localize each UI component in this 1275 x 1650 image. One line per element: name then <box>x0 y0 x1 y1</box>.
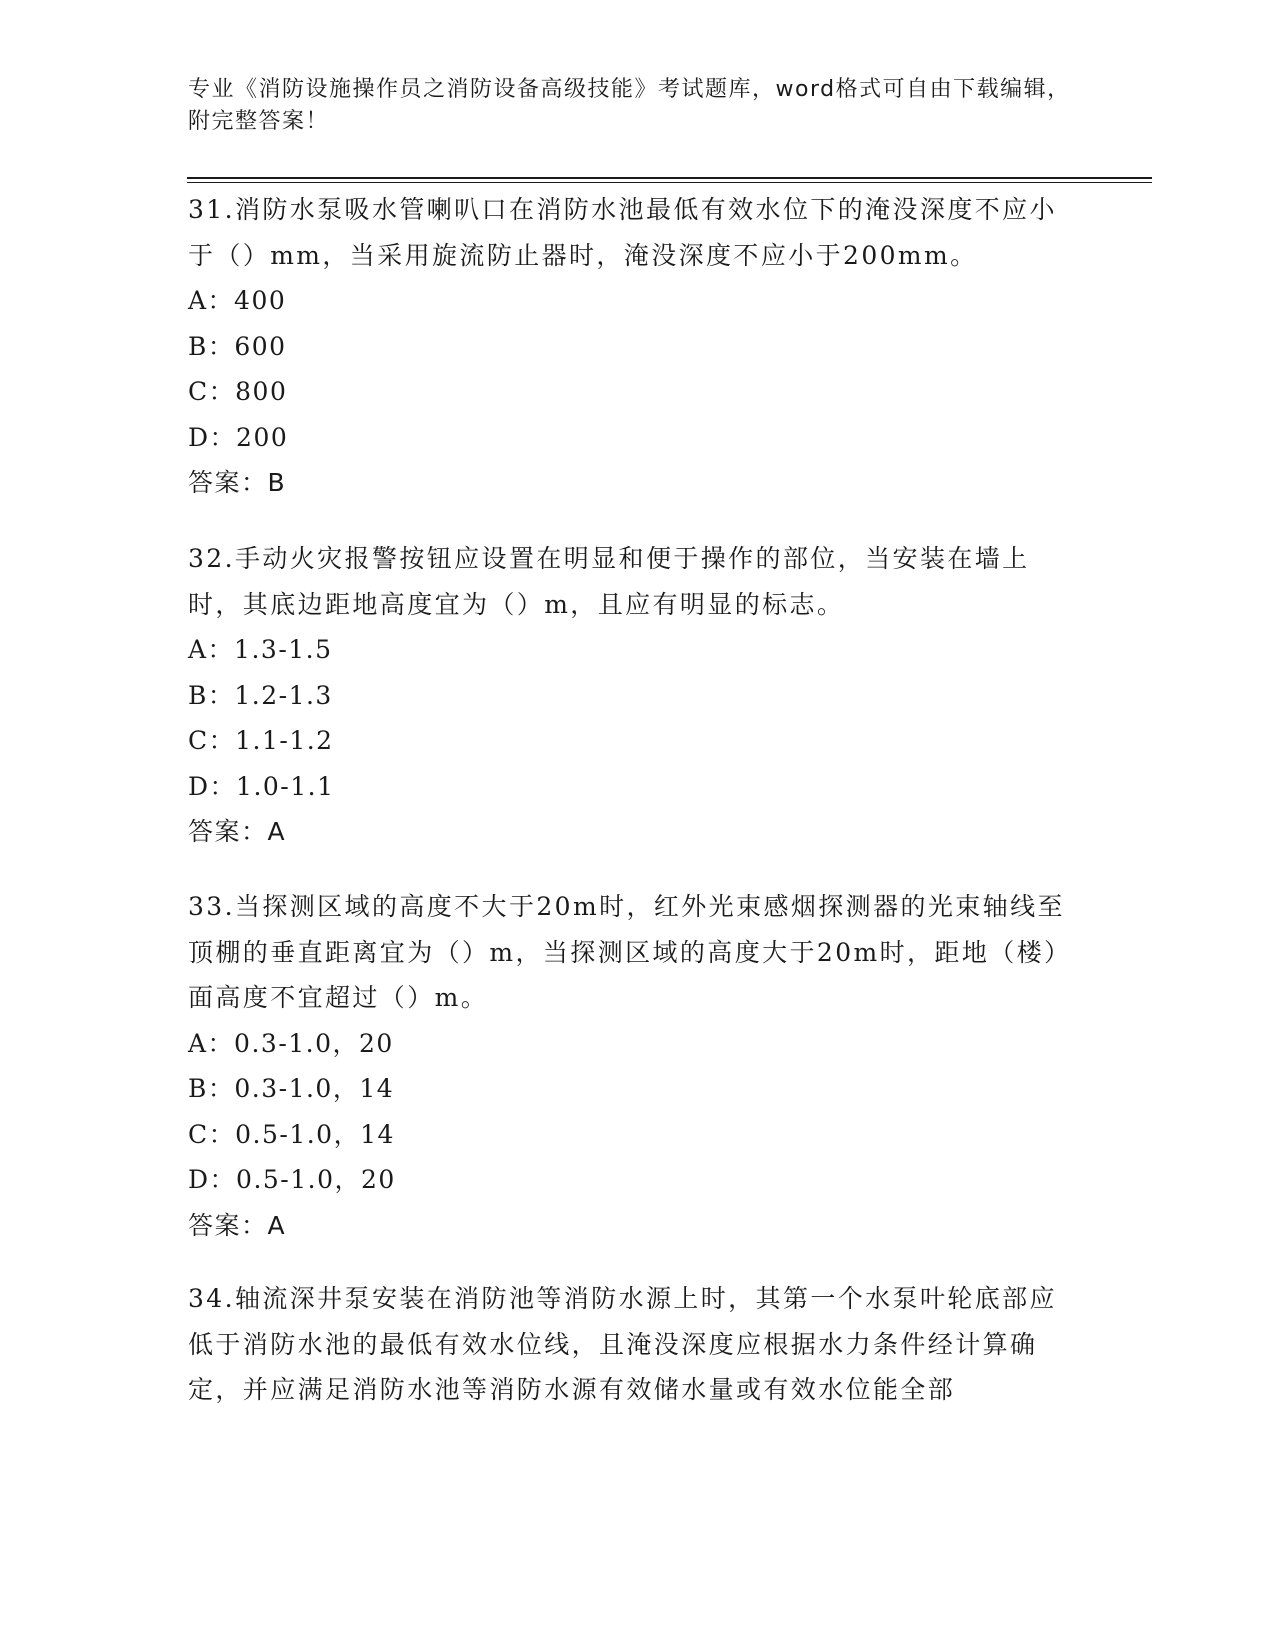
option-c: C：800 <box>188 377 288 406</box>
answer-label: 答案：A <box>188 817 287 846</box>
header-divider-thick <box>187 177 1152 179</box>
question-31 <box>188 187 1078 506</box>
answer-label: 答案：A <box>188 1210 287 1240</box>
option-b: B：0.3-1.0，14 <box>188 1074 395 1103</box>
option-c: C：1.1-1.2 <box>188 726 334 755</box>
option-d: D：1.0-1.1 <box>188 771 335 801</box>
option-b: B：600 <box>188 331 287 361</box>
option-b: B：1.2-1.3 <box>188 680 333 710</box>
question-stem: 33.当探测区域的高度不大于20m时，红外光束感烟探测器的光束轴线至顶棚的垂直距离宜为（）m，当探测区域的高度大于20m时，距地（楼）面高度不宜超过（）m。 <box>188 892 1072 1012</box>
option-d: D：200 <box>188 422 289 452</box>
option-a: A：0.3-1.0，20 <box>188 1028 394 1058</box>
option-d: D：0.5-1.0，20 <box>188 1165 396 1194</box>
question-32 <box>188 536 1078 855</box>
answer-label: 答案：B <box>188 468 287 497</box>
question-34 <box>188 1276 1078 1413</box>
option-c: C：0.5-1.0，14 <box>188 1119 395 1149</box>
header-divider-thin <box>187 182 1152 183</box>
question-stem: 31.消防水泵吸水管喇叭口在消防水池最低有效水位下的淹没深度不应小于（）mm，当采用旋流防止器时，淹没深度不应小于200mm。 <box>188 195 1057 270</box>
question-stem: 32.手动火灾报警按钮应设置在明显和便于操作的部位，当安装在墙上时，其底边距地高度宜为（）m，且应有明显的标志。 <box>188 544 1030 619</box>
question-stem: 34.轴流深井泵安装在消防池等消防水源上时，其第一个水泵叶轮底部应低于消防水池的最低有效水位线，且淹没深度应根据水力条件经计算确定，并应满足消防水池等消防水源有效储水量或有效水位能全部 <box>188 1284 1057 1404</box>
option-a: A：400 <box>188 286 287 315</box>
option-a: A：1.3-1.5 <box>188 635 333 664</box>
question-33 <box>188 884 1078 1248</box>
document-header: 专业《消防设施操作员之消防设备高级技能》考试题库，word格式可自由下载编辑，附完整答案！ <box>188 77 1071 134</box>
